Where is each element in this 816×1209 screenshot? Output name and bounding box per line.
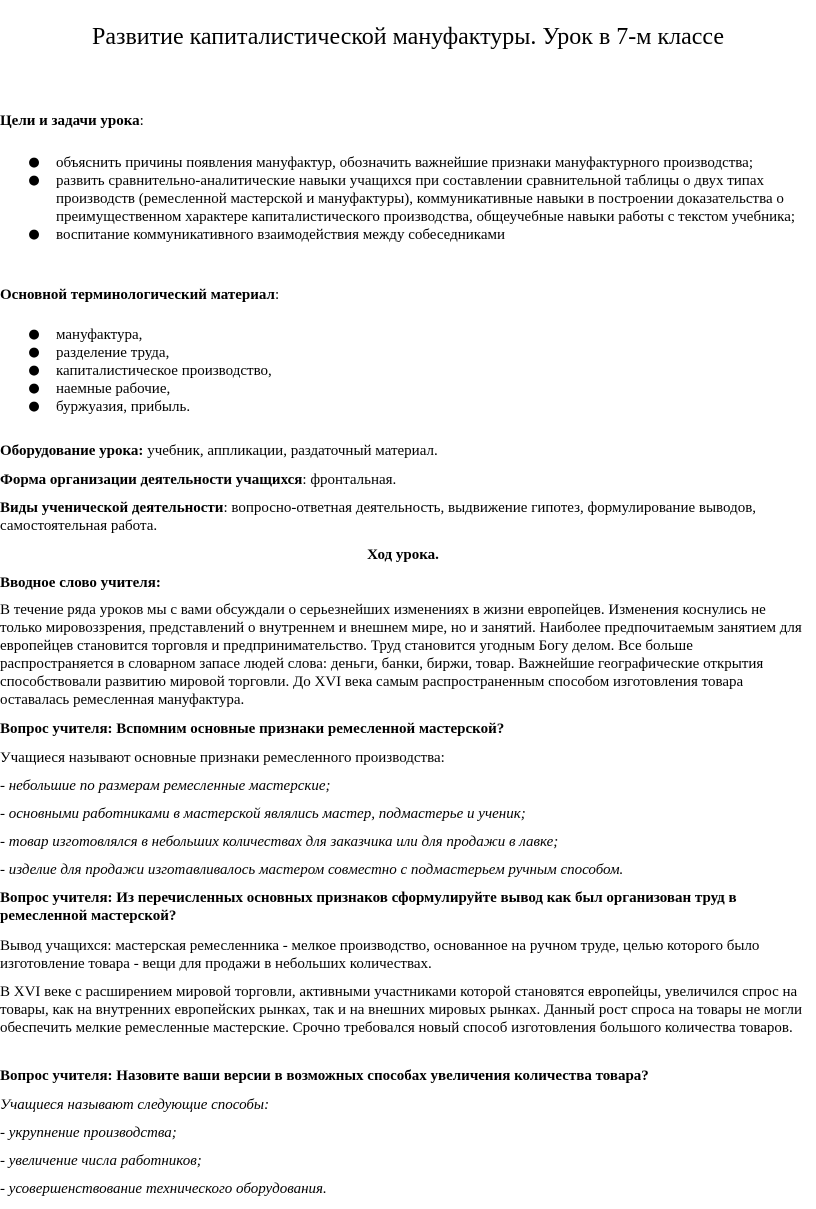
goals-colon: :: [139, 113, 144, 129]
intro-text: В течение ряда уроков мы с вами обсуждали о серьезнейших изменениях в жизни европейцев. Изменения коснулись не только мировоззрения, представлений о внутреннем и внешнем мире, но и занятий. Наиболее предпочитаемым занятием для европейцев становится торговля и предпринимательство. Труд становится угодным Богу делом. Все больше распространяется в словарном запасе людей слова: деньги, банки, биржи, товар. Важнейшие географические открытия способствовали развитию мировой торговли. До XVI века самым распространенным способом изготовления товара оставалась ремесленная мануфактура.: [0, 602, 802, 708]
terms-heading-line: [0, 286, 806, 304]
form-text: : фронтальная.: [302, 472, 397, 488]
question-3-answer: - усовершенствование технического оборудования.: [0, 1181, 327, 1197]
question-1-answer: - товар изготовлялся в небольших количествах для заказчика или для продажи в лавке;: [0, 834, 559, 850]
bullet-icon: ●: [28, 363, 40, 378]
bullet-icon: ●: [28, 227, 40, 242]
terms-item-text: мануфактура,: [56, 327, 143, 343]
terms-list: [0, 326, 806, 416]
goals-heading-line: [0, 112, 806, 130]
question-1-answer-intro: Учащиеся называют основные признаки ремесленного производства:: [0, 750, 445, 766]
question-2-conclusion: Вывод учащихся: мастерская ремесленника - мелкое производство, основанное на ручном труде, целью которого было изготовление товара - вещи для продажи в небольших количествах.: [0, 938, 760, 972]
terms-item: [0, 326, 806, 344]
terms-item: [0, 362, 806, 380]
form-line: [0, 471, 806, 489]
question-1-answer: - небольшие по размерам ремесленные мастерские;: [0, 778, 331, 794]
page-title: Развитие капиталистической мануфактуры. Урок в 7-м классе: [91, 24, 725, 50]
bullet-icon: ●: [28, 345, 40, 360]
terms-item: [0, 380, 806, 398]
terms-item-text: наемные рабочие,: [56, 381, 171, 397]
bullet-icon: ●: [28, 327, 40, 342]
question-1-answer: - основными работниками в мастерской являлись мастер, подмастерье и ученик;: [0, 806, 526, 822]
terms-item-text: буржуазия, прибыль.: [56, 399, 191, 415]
intro-heading: Вводное слово учителя:: [0, 575, 161, 591]
goals-list: [0, 154, 806, 244]
terms-item-text: разделение труда,: [56, 345, 170, 361]
bullet-icon: ●: [28, 173, 40, 188]
bullet-icon: ●: [28, 399, 40, 414]
progress-heading: Ход урока.: [367, 547, 439, 563]
activities-text: : вопросно-ответная деятельность, выдвижение гипотез, формулирование выводов, самостоятельная работа.: [0, 500, 757, 534]
question-3-intro: Учащиеся называют следующие способы:: [0, 1097, 270, 1113]
terms-item-text: капиталистическое производство,: [56, 363, 272, 379]
equipment-text: учебник, аппликации, раздаточный материал.: [143, 443, 438, 459]
equipment-label: Оборудование урока:: [0, 443, 144, 459]
question-1: Вопрос учителя: Вспомним основные признаки ремесленной мастерской?: [0, 721, 505, 737]
question-1-answer: - изделие для продажи изготавливалось мастером совместно с подмастерьем ручным способом.: [0, 862, 624, 878]
form-label: Форма организации деятельности учащихся: [0, 472, 303, 488]
question-3-answer: - увеличение числа работников;: [0, 1153, 202, 1169]
terms-item: [0, 398, 806, 416]
goals-item-text: объяснить причины появления мануфактур, обозначить важнейшие признаки мануфактурного производства;: [56, 155, 754, 171]
goals-item: [0, 154, 806, 172]
question-3-answer: - укрупнение производства;: [0, 1125, 177, 1141]
goals-item-text: развить сравнительно-аналитические навыки учащихся при составлении сравнительной таблицы о двух типах производств (ремесленной мастерской и мануфактуры), коммуникативные навыки в построении доказательства о преимущественном характере капиталистического производства, общеучебные навыки работы с текстом учебника;: [56, 173, 796, 225]
goals-item: [0, 226, 806, 244]
question-3: Вопрос учителя: Назовите ваши версии в возможных способах увеличения количества товара?: [0, 1068, 649, 1084]
activities-label: Виды ученической деятельности: [0, 500, 224, 516]
bullet-icon: ●: [28, 155, 40, 170]
xvi-century-text: В XVI веке с расширением мировой торговли, активными участниками которой становятся европейцы, увеличился спрос на товары, как на внутренних европейских рынках, так и на внешних мировых рынках. Данный рост спроса на товары не могли обеспечить мелкие ремесленные мастерские. Срочно требовался новый способ изготовления большого количества товаров.: [0, 984, 802, 1036]
bullet-icon: ●: [28, 381, 40, 396]
terms-heading: Основной терминологический материал: [0, 287, 275, 303]
terms-item: [0, 344, 806, 362]
activities-line: [0, 499, 806, 535]
goals-item-text: воспитание коммуникативного взаимодействия между собеседниками: [56, 227, 506, 243]
terms-colon: :: [274, 287, 280, 303]
goals-heading: Цели и задачи урока: [0, 113, 140, 129]
question-2: Вопрос учителя: Из перечисленных основных признаков сформулируйте вывод как был организован труд в ремесленной мастерской?: [0, 890, 737, 924]
goals-item: [0, 172, 806, 226]
equipment-line: [0, 442, 806, 460]
